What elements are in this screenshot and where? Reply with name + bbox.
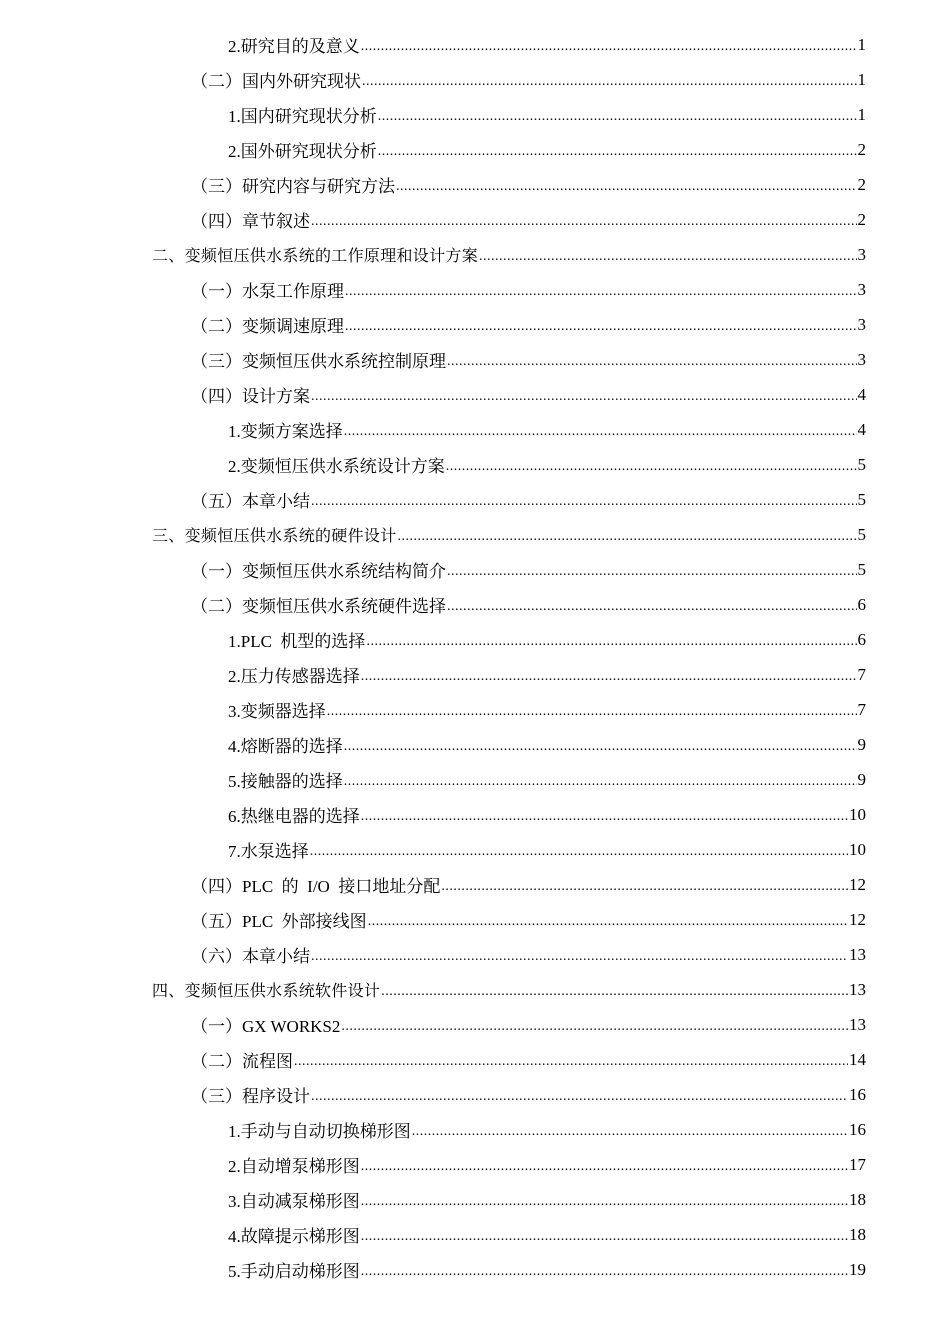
toc-page-number: 9	[857, 769, 866, 789]
toc-page-number: 3	[857, 349, 866, 369]
toc-dot-leader	[294, 1050, 848, 1070]
toc-page-number: 7	[857, 664, 866, 684]
toc-page-number: 13	[849, 944, 866, 964]
toc-dot-leader	[311, 490, 857, 510]
toc-entry[interactable]	[0, 272, 950, 307]
toc-entry[interactable]	[0, 657, 950, 692]
toc-dot-leader	[378, 140, 857, 160]
toc-page-number: 5	[857, 524, 866, 544]
toc-entry-title: 2.变频恒压供水系统设计方案	[228, 457, 445, 476]
toc-entry-title: 5.接触器的选择	[228, 772, 343, 791]
toc-entry-title: （一）水泵工作原理	[191, 282, 344, 301]
toc-dot-leader	[341, 1015, 848, 1035]
toc-page-number: 2	[857, 174, 866, 194]
toc-dot-leader	[479, 245, 856, 265]
toc-entry-title: 1.变频方案选择	[228, 422, 343, 441]
toc-entry-title: 1.PLC 机型的选择	[228, 632, 366, 651]
toc-page-number: 3	[857, 244, 866, 264]
toc-page-number: 13	[849, 979, 866, 999]
toc-entry[interactable]	[0, 1042, 950, 1077]
toc-dot-leader	[381, 980, 848, 1000]
toc-entry-title: 2.压力传感器选择	[228, 667, 360, 686]
toc-entry-title: 2.研究目的及意义	[228, 37, 360, 56]
toc-page-number: 1	[857, 34, 866, 54]
toc-entry[interactable]	[0, 447, 950, 482]
toc-dot-leader	[345, 280, 857, 300]
toc-page-number: 1	[857, 104, 866, 124]
toc-page-number: 4	[857, 384, 866, 404]
toc-entry[interactable]	[0, 342, 950, 377]
toc-entry[interactable]	[0, 307, 950, 342]
toc-entry[interactable]	[0, 727, 950, 762]
toc-entry[interactable]	[0, 167, 950, 202]
toc-entry[interactable]	[0, 1182, 950, 1217]
toc-dot-leader	[396, 175, 857, 195]
toc-entry-title: （五）PLC 外部接线图	[191, 912, 367, 931]
toc-entry[interactable]	[0, 622, 950, 657]
toc-dot-leader	[447, 595, 857, 615]
toc-dot-leader	[344, 420, 857, 440]
toc-entry[interactable]	[0, 412, 950, 447]
toc-entry-title: 3.自动减泵梯形图	[228, 1192, 360, 1211]
toc-entry-title: 三、变频恒压供水系统的硬件设计	[152, 526, 397, 545]
toc-page-number: 16	[849, 1084, 866, 1104]
toc-entry-title: （四）PLC 的 I/O 接口地址分配	[191, 877, 441, 896]
toc-page-number: 13	[849, 1014, 866, 1034]
toc-entry[interactable]	[0, 972, 950, 1007]
toc-page-number: 19	[849, 1259, 866, 1279]
toc-entry-title: （二）变频调速原理	[191, 317, 344, 336]
toc-dot-leader	[361, 665, 857, 685]
toc-entry-title: 2.国外研究现状分析	[228, 142, 377, 161]
toc-entry-title: （三）程序设计	[191, 1087, 310, 1106]
toc-entry-title: （四）章节叙述	[191, 212, 310, 231]
toc-entry-title: 四、变频恒压供水系统软件设计	[152, 981, 381, 1000]
toc-entry[interactable]	[0, 587, 950, 622]
toc-page-number: 10	[849, 804, 866, 824]
toc-entry-title: （四）设计方案	[191, 387, 310, 406]
toc-entry[interactable]	[0, 832, 950, 867]
toc-entry-title: （五）本章小结	[191, 492, 310, 511]
toc-page-number: 6	[857, 594, 866, 614]
toc-page-number: 18	[849, 1224, 866, 1244]
toc-page-number: 18	[849, 1189, 866, 1209]
toc-entry[interactable]	[0, 1252, 950, 1287]
toc-page-number: 12	[849, 874, 866, 894]
toc-page-number: 1	[857, 69, 866, 89]
toc-entry[interactable]	[0, 132, 950, 167]
toc-page-number: 12	[849, 909, 866, 929]
toc-entry-title: （二）国内外研究现状	[191, 72, 361, 91]
toc-page-number: 3	[857, 314, 866, 334]
toc-entry-title: （二）变频恒压供水系统硬件选择	[191, 597, 446, 616]
toc-page-number: 5	[857, 454, 866, 474]
toc-dot-leader	[361, 35, 857, 55]
toc-entry-title: 5.手动启动梯形图	[228, 1262, 360, 1281]
toc-dot-leader	[361, 1155, 848, 1175]
toc-entry[interactable]	[0, 1147, 950, 1182]
toc-dot-leader	[345, 315, 857, 335]
toc-entry-title: 6.热继电器的选择	[228, 807, 360, 826]
toc-entry[interactable]	[0, 237, 950, 272]
toc-entry-title: 7.水泵选择	[228, 842, 309, 861]
toc-entry[interactable]	[0, 62, 950, 97]
toc-dot-leader	[412, 1120, 848, 1140]
toc-entry[interactable]	[0, 1112, 950, 1147]
toc-dot-leader	[311, 385, 857, 405]
toc-entry[interactable]	[0, 377, 950, 412]
toc-dot-leader	[344, 735, 857, 755]
toc-entry-title: 4.故障提示梯形图	[228, 1227, 360, 1246]
toc-dot-leader	[378, 105, 857, 125]
toc-entry[interactable]	[0, 202, 950, 237]
toc-entry[interactable]	[0, 482, 950, 517]
toc-page-number: 6	[857, 629, 866, 649]
toc-page-number: 2	[857, 209, 866, 229]
toc-page-number: 7	[857, 699, 866, 719]
toc-dot-leader	[311, 945, 848, 965]
toc-page-number: 3	[857, 279, 866, 299]
toc-entry[interactable]	[0, 797, 950, 832]
toc-entry-title: （二）流程图	[191, 1052, 293, 1071]
toc-entry-title: 1.国内研究现状分析	[228, 107, 377, 126]
toc-page-number: 4	[857, 419, 866, 439]
toc-dot-leader	[362, 70, 857, 90]
toc-dot-leader	[447, 350, 857, 370]
toc-entry[interactable]	[0, 552, 950, 587]
toc-page-number: 14	[849, 1049, 866, 1069]
toc-dot-leader	[361, 1260, 848, 1280]
toc-entry[interactable]	[0, 1217, 950, 1252]
toc-dot-leader	[441, 875, 848, 895]
toc-dot-leader	[310, 840, 848, 860]
toc-page-number: 9	[857, 734, 866, 754]
toc-entry[interactable]	[0, 762, 950, 797]
toc-dot-leader	[446, 455, 857, 475]
toc-page-number: 17	[849, 1154, 866, 1174]
toc-entry[interactable]	[0, 517, 950, 552]
toc-page-number: 2	[857, 139, 866, 159]
toc-entry[interactable]	[0, 1007, 950, 1042]
toc-dot-leader	[344, 770, 857, 790]
toc-entry-title: 2.自动增泵梯形图	[228, 1157, 360, 1176]
toc-entry[interactable]	[0, 1077, 950, 1112]
toc-page-number: 16	[849, 1119, 866, 1139]
toc-dot-leader	[361, 805, 848, 825]
toc-dot-leader	[368, 910, 848, 930]
toc-dot-leader	[311, 1085, 848, 1105]
toc-dot-leader	[398, 525, 857, 545]
toc-entry-title: （一）变频恒压供水系统结构简介	[191, 562, 446, 581]
toc-page-number: 10	[849, 839, 866, 859]
table-of-contents	[0, 27, 950, 1287]
toc-dot-leader	[447, 560, 857, 580]
toc-entry-title: （六）本章小结	[191, 947, 310, 966]
toc-dot-leader	[311, 210, 857, 230]
toc-dot-leader	[361, 1225, 848, 1245]
toc-entry-title: （一）GX WORKS2	[191, 1017, 341, 1036]
toc-entry[interactable]	[0, 937, 950, 972]
toc-entry-title: 二、变频恒压供水系统的工作原理和设计方案	[152, 246, 479, 265]
toc-entry-title: 1.手动与自动切换梯形图	[228, 1122, 411, 1141]
toc-entry-title: （三）研究内容与研究方法	[191, 177, 395, 196]
toc-entry[interactable]	[0, 867, 950, 902]
toc-entry-title: 4.熔断器的选择	[228, 737, 343, 756]
toc-entry-title: 3.变频器选择	[228, 702, 326, 721]
toc-entry[interactable]	[0, 902, 950, 937]
toc-dot-leader	[327, 700, 857, 720]
toc-entry[interactable]	[0, 692, 950, 727]
toc-page-number: 5	[857, 489, 866, 509]
toc-page-number: 5	[857, 559, 866, 579]
toc-entry[interactable]	[0, 97, 950, 132]
toc-dot-leader	[361, 1190, 848, 1210]
toc-entry-title: （三）变频恒压供水系统控制原理	[191, 352, 446, 371]
toc-entry[interactable]	[0, 27, 950, 62]
toc-dot-leader	[366, 630, 856, 650]
